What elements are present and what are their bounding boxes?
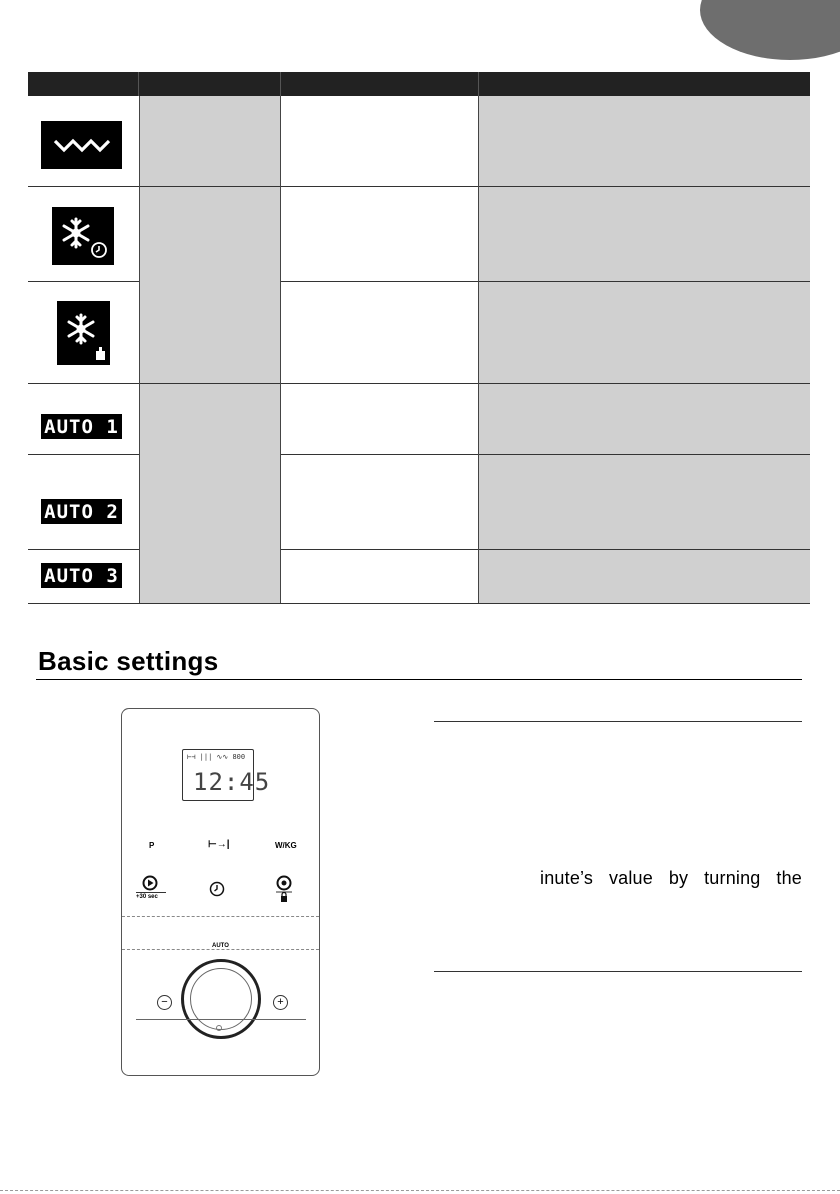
clock-button[interactable] (209, 881, 225, 902)
table-row-divider (281, 549, 810, 550)
panel-bottom-line (136, 1019, 306, 1020)
label-power: P (149, 841, 155, 850)
section-rule (36, 679, 802, 680)
table-bottom-border (28, 603, 810, 604)
stop-button[interactable] (275, 875, 293, 910)
table-cell-mode-1 (139, 96, 281, 186)
table-cell-mode-3 (139, 384, 281, 603)
lcd-status-icons: ⊢⊣ ||| ∿∿ 800 (187, 753, 246, 761)
page-corner-tab (700, 0, 840, 60)
section-title: Basic settings (38, 646, 219, 676)
instruction-text-fragment: inute’s value by turning the (540, 868, 802, 888)
page-footer-line (0, 1190, 840, 1191)
dial-indicator-dot (216, 1025, 222, 1031)
lcd-time: 12:45 (193, 768, 271, 796)
table-row-divider (28, 454, 139, 455)
lcd-display (182, 749, 271, 801)
auto2-display-icon: AUTO 2 (41, 499, 122, 524)
table-header (28, 72, 810, 96)
label-weight: W/KG (275, 841, 297, 850)
table-col-divider (478, 96, 479, 603)
auto1-display-icon: AUTO 1 (41, 414, 122, 439)
table-row-divider (28, 549, 139, 550)
snowflake-clock-icon (52, 207, 114, 265)
text-block-top-rule (434, 721, 802, 722)
table-row-divider (28, 383, 810, 384)
table-row-divider (28, 186, 810, 187)
table-row-divider (281, 281, 810, 282)
label-auto: AUTO (212, 943, 229, 949)
dial-knob-inner (190, 968, 252, 1030)
minus-icon[interactable]: − (157, 995, 172, 1010)
dashed-divider (122, 916, 319, 917)
table-cell-mode-2 (139, 187, 281, 383)
header-divider (478, 72, 479, 96)
control-panel-illustration (121, 708, 320, 1076)
header-divider (280, 72, 281, 96)
dashed-divider (122, 949, 319, 950)
table-cell-description (479, 96, 810, 603)
table-col-divider (280, 96, 281, 603)
table-col-divider (139, 96, 140, 603)
header-divider (138, 72, 139, 96)
snowflake-weight-icon (57, 301, 110, 365)
dial-knob[interactable] (181, 959, 261, 1039)
auto3-display-icon: AUTO 3 (41, 563, 122, 588)
text-block-bottom-rule (434, 971, 802, 972)
microwave-wave-icon (41, 121, 122, 169)
table-row-divider (281, 454, 810, 455)
label-skip: ⊢→| (208, 839, 230, 850)
plus-icon[interactable]: + (273, 995, 288, 1010)
label-plus30: +30 sec (136, 892, 166, 900)
table-row-divider (28, 281, 139, 282)
